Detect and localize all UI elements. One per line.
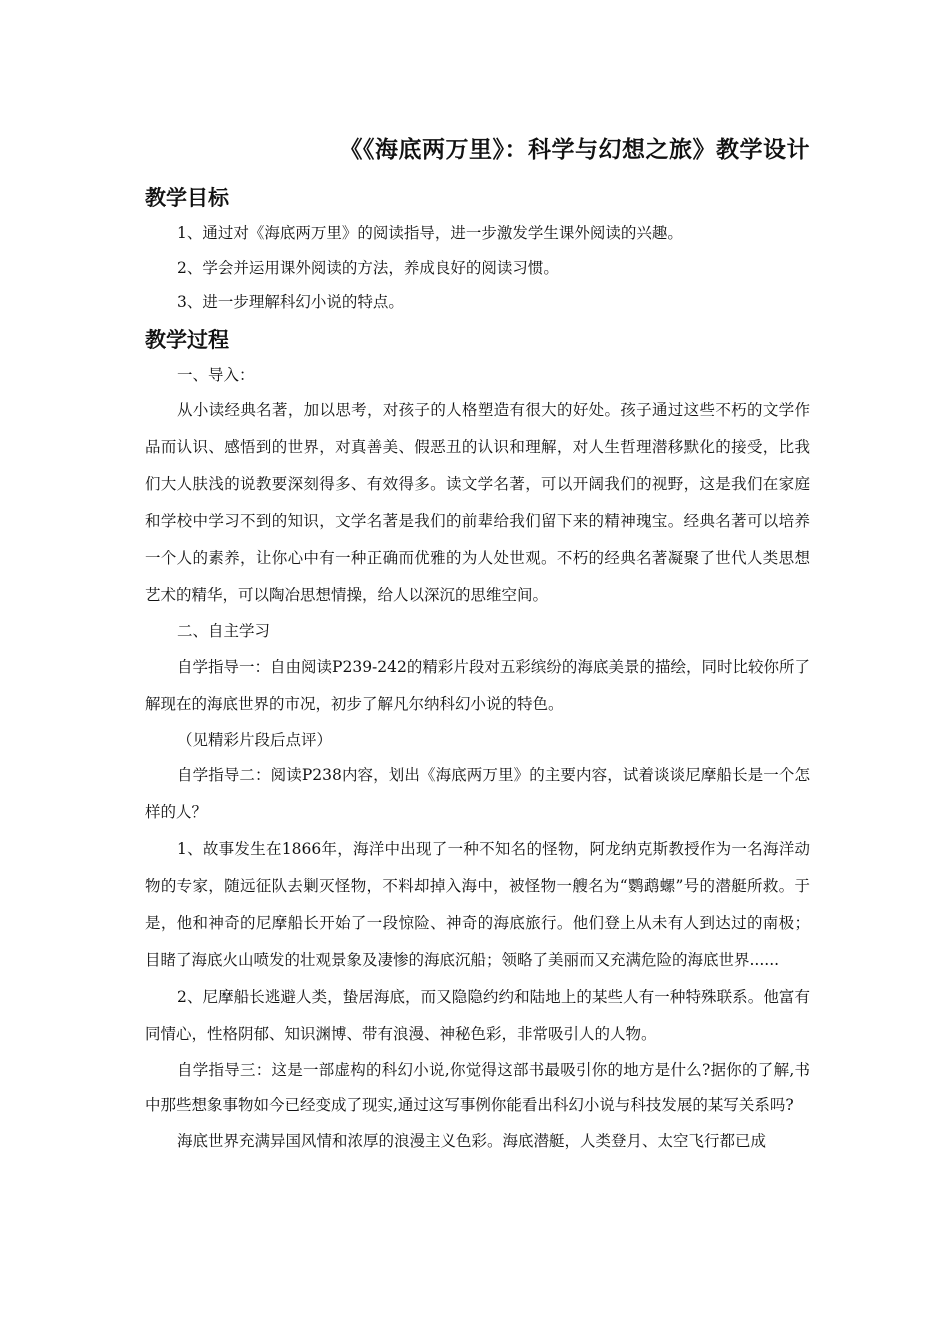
intro-label: 一、导入： — [177, 365, 255, 384]
guide-one-note: （见精彩片段后点评） — [177, 730, 333, 749]
guide-two-paragraph: 自学指导二：阅读P238内容，划出《海底两万里》的主要内容，试着谈谈尼摩船长是一个怎样的人？ — [145, 766, 810, 821]
guide-one-paragraph: 自学指导一：自由阅读P239-242的精彩片段对五彩缤纷的海底美景的描绘，同时比较你所了解现在的海底世界的市况，初步了解凡尔纳科幻小说的特色。 — [145, 657, 810, 713]
answer-one-paragraph: 1、故事发生在1866年，海洋中出现了一种不知名的怪物，阿龙纳克斯教授作为一名海洋动物的专家，随远征队去剿灭怪物，不料却掉入海中，被怪物一艘名为“鹦鹉螺”号的潜艇所救。于是，他和神奇的尼摩船长开始了一段惊险、神奇的海底旅行。他们登上从未有人到达过的南极；目睹了海底火山喷发的壮观景象及凄惨的海底沉船；领略了美丽而又充满危险的海底世界...... — [145, 840, 810, 969]
process-heading: 教学过程 — [145, 326, 229, 352]
self-study-label: 二、自主学习 — [177, 622, 271, 640]
objective-item: 1、通过对《海底两万里》的阅读指导，进一步激发学生课外阅读的兴趣。 — [177, 224, 683, 242]
objectives-heading: 教学目标 — [145, 185, 229, 210]
answer-two-paragraph: 2、尼摩船长逃避人类，蛰居海底，而又隐隐约约和陆地上的某些人有一种特殊联系。他富有同情心，性格阴郁、知识渊博、带有浪漫、神秘色彩，非常吸引人的人物。 — [145, 988, 810, 1043]
document-title: 《《海底两万里》：科学与幻想之旅》教学设计 — [339, 136, 810, 163]
guide-three-paragraph: 自学指导三：这是一部虚构的科幻小说,你觉得这部书最吸引你的地方是什么?据你的了解,书中那些想象事物如今已经变成了现实,通过这写事例你能看出科幻小说与科技发展的某写关系吗? — [145, 1061, 810, 1114]
answer-three-paragraph: 海底世界充满异国风情和浓厚的浪漫主义色彩。海底潜艇，人类登月、太空飞行都已成 — [177, 1132, 767, 1150]
intro-paragraph: 从小读经典名著，加以思考，对孩子的人格塑造有很大的好处。孩子通过这些不朽的文学作品而认识、感悟到的世界，对真善美、假恶丑的认识和理解，对人生哲理潜移默化的接受，比我们大人肤浅的说教要深刻得多、有效得多。读文学名著，可以开阔我们的视野，这是我们在家庭和学校中学习不到的知识，文学名著是我们的前辈给我们留下来的精神瑰宝。经典名著可以培养一个人的素养，让你心中有一种正确而优雅的为人处世观。不朽的经典名著凝聚了世代人类思想艺术的精华，可以陶冶思想情操，给人以深沉的思维空间。 — [145, 401, 810, 604]
objective-item: 3、进一步理解科幻小说的特点。 — [177, 293, 404, 311]
objective-item: 2、学会并运用课外阅读的方法，养成良好的阅读习惯。 — [177, 258, 559, 277]
